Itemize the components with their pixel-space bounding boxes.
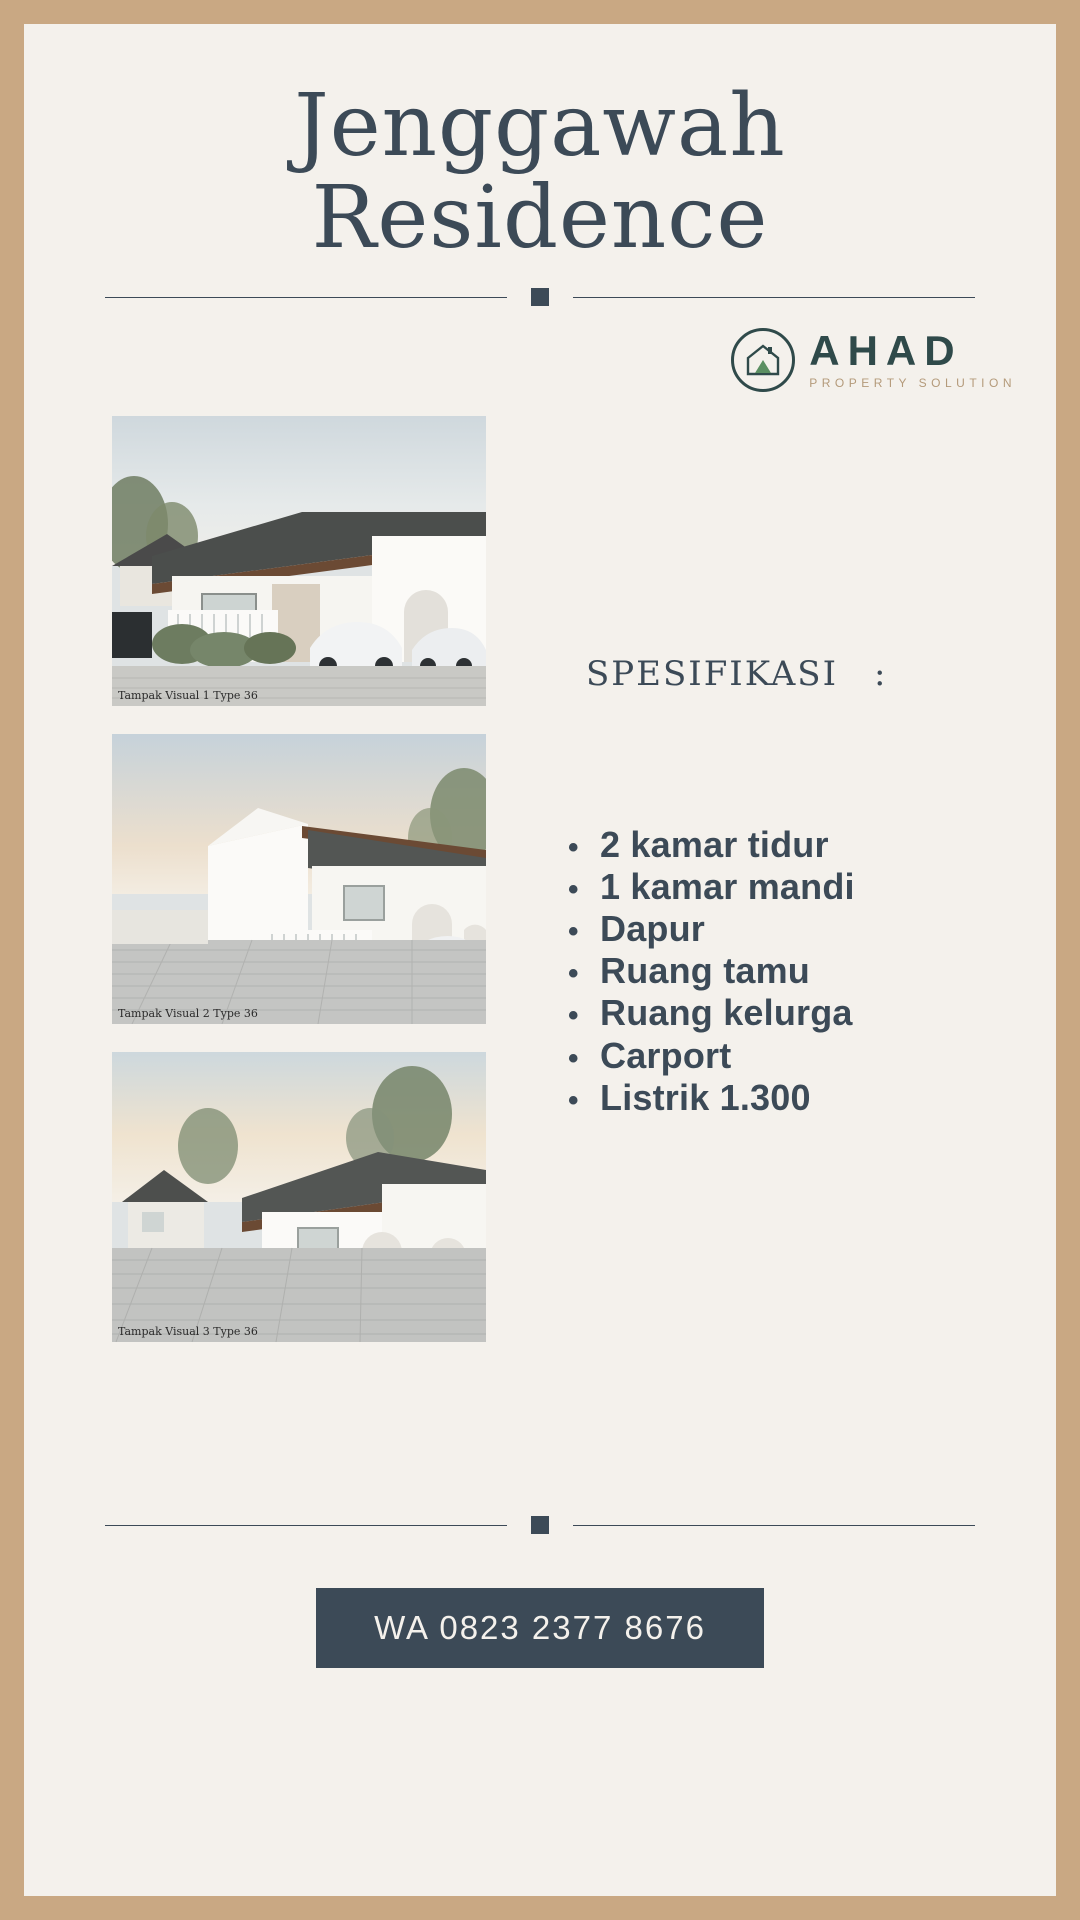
bottom-divider	[24, 1516, 1056, 1534]
whatsapp-contact-button[interactable]: WA 0823 2377 8676	[316, 1588, 764, 1668]
photo-caption: Tampak Visual 2 Type 36	[118, 1007, 258, 1020]
spec-heading-label: SPESIFIKASI	[586, 654, 839, 694]
divider-rule-right	[573, 1525, 975, 1526]
bullet-icon: •	[568, 957, 579, 991]
bullet-icon: •	[568, 873, 579, 907]
brand-logo	[24, 306, 1056, 392]
divider-rule-left	[105, 1525, 507, 1526]
divider-rule-right	[573, 297, 975, 298]
spec-heading-colon: :	[874, 654, 888, 694]
list-item-label: Ruang kelurga	[600, 992, 853, 1034]
list-item	[568, 1077, 1056, 1119]
photo-caption: Tampak Visual 3 Type 36	[118, 1325, 258, 1338]
list-item-label: 2 kamar tidur	[600, 824, 829, 865]
bullet-icon: •	[568, 1041, 579, 1075]
list-item	[568, 824, 1056, 866]
spec-list	[568, 824, 1056, 1119]
bullet-icon: •	[568, 1083, 579, 1117]
list-item-label: Dapur	[600, 908, 706, 950]
photo-caption: Tampak Visual 1 Type 36	[118, 689, 258, 702]
cta-area	[24, 1588, 1056, 1668]
house-in-circle-icon	[731, 328, 795, 392]
page-title-line-1: Jenggawah	[294, 76, 786, 176]
list-item	[568, 992, 1056, 1034]
top-divider	[24, 288, 1056, 306]
title-block	[24, 24, 1056, 266]
list-item-label: Ruang tamu	[600, 950, 811, 992]
list-item	[568, 866, 1056, 908]
poster-canvas	[24, 24, 1056, 1896]
brand-tagline: PROPERTY SOLUTION	[809, 376, 1016, 390]
divider-rule-left	[105, 297, 507, 298]
bullet-icon: •	[568, 999, 579, 1033]
list-item	[568, 908, 1056, 950]
divider-square	[531, 288, 549, 306]
list-item-label: 1 kamar mandi	[600, 866, 855, 908]
brand-name: AHAD	[809, 327, 963, 374]
page-title-line-2: Residence	[311, 168, 769, 268]
divider-square	[531, 1516, 549, 1534]
list-item-label: Carport	[600, 1034, 732, 1076]
photo-visual-2	[112, 734, 486, 1024]
spec-heading	[586, 654, 1056, 694]
list-item	[568, 1035, 1056, 1077]
list-item-label: Listrik 1.300	[600, 1076, 811, 1118]
photo-visual-1	[112, 416, 486, 706]
brand-logo-text	[809, 327, 1016, 390]
content-area	[24, 392, 1056, 1472]
bullet-icon: •	[568, 915, 579, 949]
bullet-icon: •	[568, 831, 579, 864]
photo-visual-3	[112, 1052, 486, 1342]
list-item	[568, 950, 1056, 992]
spec-column	[524, 416, 1056, 1472]
photo-column	[24, 416, 524, 1472]
